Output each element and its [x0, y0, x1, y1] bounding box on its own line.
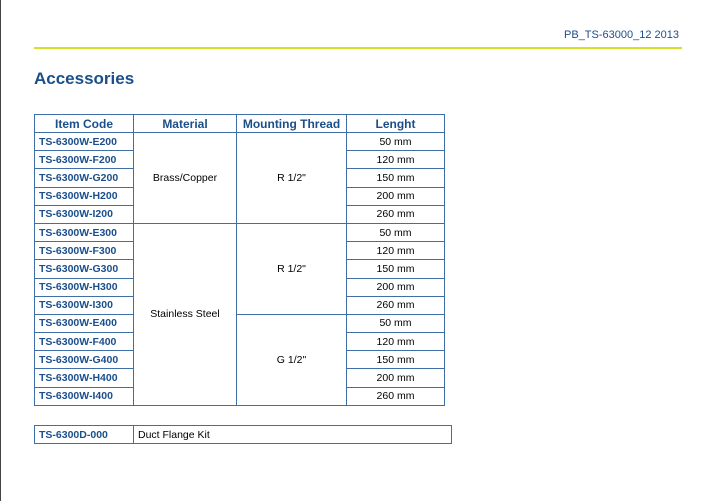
length-cell: 50 mm: [347, 314, 445, 332]
kit-item-code: TS-6300D-000: [35, 426, 134, 444]
item-code: TS-6300W-I400: [35, 387, 134, 405]
length-cell: 200 mm: [347, 369, 445, 387]
thread-cell: R 1/2": [237, 133, 347, 224]
table-header-row: [35, 115, 445, 133]
header-material: Material: [134, 115, 237, 133]
duct-flange-kit-table: [34, 425, 452, 444]
header-rule: [34, 47, 682, 49]
length-cell: 200 mm: [347, 278, 445, 296]
header-item-code: Item Code: [35, 115, 134, 133]
item-code: TS-6300W-H200: [35, 187, 134, 205]
item-code: TS-6300W-I200: [35, 205, 134, 223]
table-row: [35, 223, 445, 241]
item-code: TS-6300W-F300: [35, 242, 134, 260]
length-cell: 50 mm: [347, 133, 445, 151]
item-code: TS-6300W-H300: [35, 278, 134, 296]
header-length: Lenght: [347, 115, 445, 133]
length-cell: 260 mm: [347, 387, 445, 405]
length-cell: 120 mm: [347, 242, 445, 260]
item-code: TS-6300W-G300: [35, 260, 134, 278]
kit-description: Duct Flange Kit: [134, 426, 452, 444]
length-cell: 150 mm: [347, 169, 445, 187]
item-code: TS-6300W-F400: [35, 333, 134, 351]
page-left-border: [0, 0, 1, 501]
length-cell: 150 mm: [347, 260, 445, 278]
table-row: [35, 426, 452, 444]
accessories-table: [34, 114, 445, 406]
table-row: [35, 314, 445, 332]
thread-cell: G 1/2": [237, 314, 347, 405]
length-cell: 50 mm: [347, 223, 445, 241]
thread-cell: R 1/2": [237, 223, 347, 314]
length-cell: 260 mm: [347, 296, 445, 314]
item-code: TS-6300W-G400: [35, 351, 134, 369]
item-code: TS-6300W-E200: [35, 133, 134, 151]
section-title: Accessories: [34, 69, 135, 88]
length-cell: 260 mm: [347, 205, 445, 223]
material-cell: Brass/Copper: [134, 133, 237, 224]
item-code: TS-6300W-I300: [35, 296, 134, 314]
length-cell: 150 mm: [347, 351, 445, 369]
item-code: TS-6300W-G200: [35, 169, 134, 187]
item-code: TS-6300W-E400: [35, 314, 134, 332]
document-code: PB_TS-63000_12 2013: [564, 29, 679, 41]
item-code: TS-6300W-F200: [35, 151, 134, 169]
length-cell: 120 mm: [347, 333, 445, 351]
table-row: [35, 133, 445, 151]
header-mounting-thread: Mounting Thread: [237, 115, 347, 133]
item-code: TS-6300W-E300: [35, 223, 134, 241]
material-cell: Stainless Steel: [134, 223, 237, 405]
length-cell: 200 mm: [347, 187, 445, 205]
item-code: TS-6300W-H400: [35, 369, 134, 387]
length-cell: 120 mm: [347, 151, 445, 169]
